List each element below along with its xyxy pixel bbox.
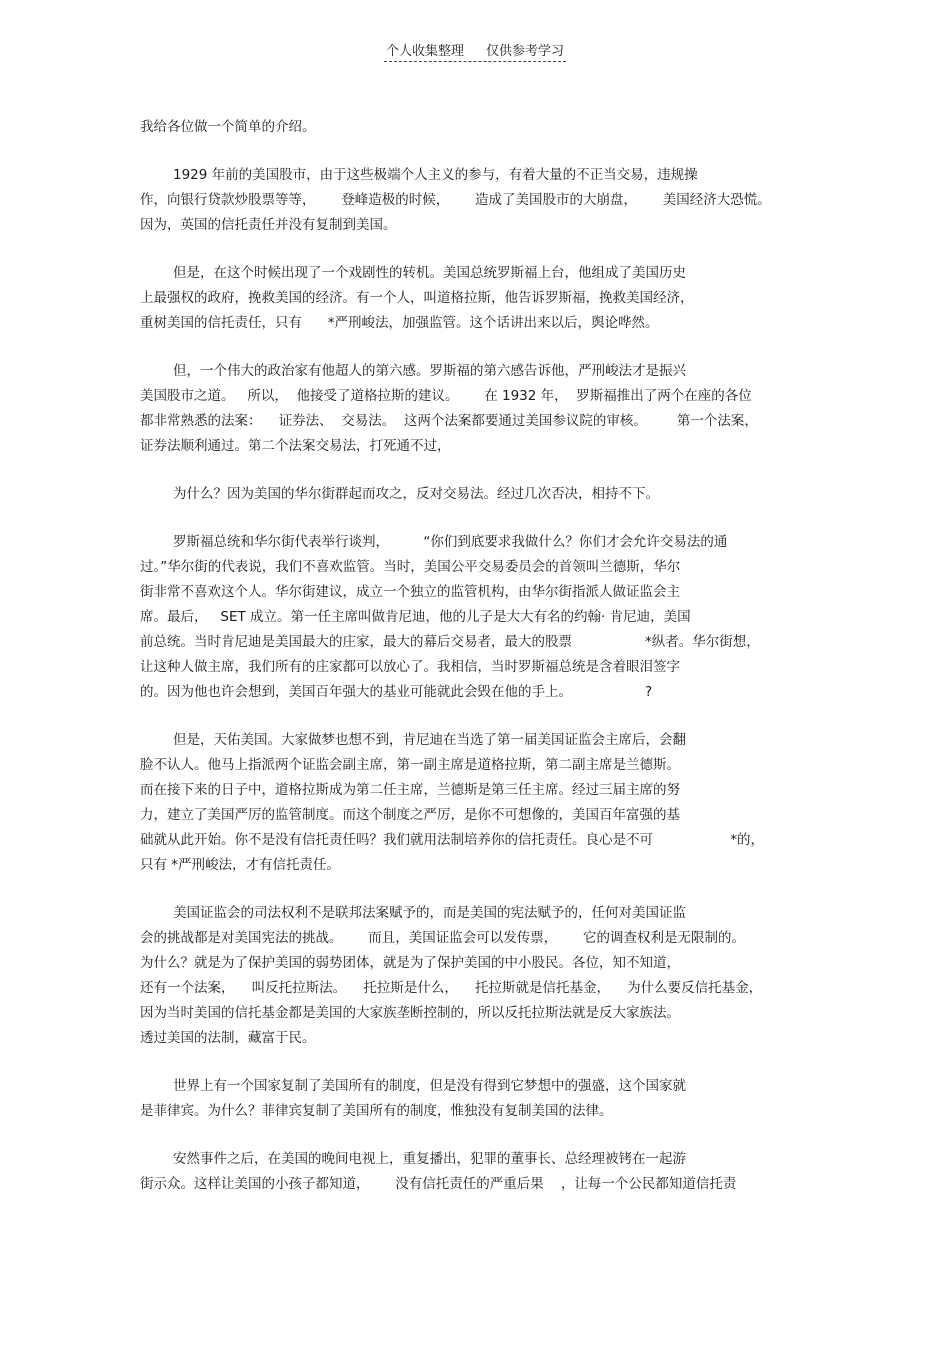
text-line: 过。”华尔街的代表说，我们不喜欢监管。当时，美国公平交易委员会的首领叫兰德斯，华尔 bbox=[140, 559, 681, 575]
text-line: 透过美国的法制，藏富于民。 bbox=[140, 1030, 316, 1046]
text-line: 但，一个伟大的政治家有他超人的第六感。罗斯福的第六感告诉他，严刑峻法才是振兴 bbox=[173, 363, 686, 379]
text-line: 1929 年前的美国股市，由于这些极端个人主义的参与，有着大量的不正当交易，违规操 bbox=[173, 167, 698, 183]
text-line: 世界上有一个国家复制了美国所有的制度，但是没有得到它梦想中的强盛，这个国家就 bbox=[173, 1078, 686, 1094]
text-line: 席。最后， SET 成立。第一任主席叫做肯尼迪，他的儿子是大大有名的约翰· 肯尼迪，美国 bbox=[140, 609, 691, 625]
paragraph-kennedy bbox=[140, 728, 820, 878]
paragraph-roosevelt bbox=[140, 261, 820, 336]
paragraph-enron bbox=[140, 1147, 820, 1197]
text-line: 础就从此开始。你不是没有信托责任吗？我们就用法制培养你的信托责任。良心是不可 *的， bbox=[140, 832, 764, 848]
text-line: 的。因为他也许会想到，美国百年强大的基业可能就此会毁在他的手上。 ? bbox=[140, 684, 653, 700]
text-line: 证券法顺利通过。第二个法案交易法，打死通不过， bbox=[140, 438, 451, 454]
text-line: 会的挑战都是对美国宪法的挑战。 而且，美国证监会可以发传票， 它的调查权利是无限制的。 bbox=[140, 930, 745, 946]
header-right-text: 仅供参考学习 bbox=[486, 44, 565, 59]
text-line: 都非常熟悉的法案： 证券法、 交易法。 这两个法案都要通过美国参议院的审核。 第一个法案， bbox=[140, 413, 758, 429]
text-line: 为什么？就是为了保护美国的弱势团体，就是为了保护美国的中小股民。各位，知不知道， bbox=[140, 955, 680, 971]
header-underline bbox=[384, 40, 566, 62]
text-line: 但是，天佑美国。大家做梦也想不到，肯尼迪在当选了第一届美国证监会主席后，会翻 bbox=[173, 732, 686, 748]
text-line: 而在接下来的日子中，道格拉斯成为第二任主席，兰德斯是第三任主席。经过三届主席的努 bbox=[140, 782, 680, 798]
text-line: 作，向银行贷款炒股票等等， 登峰造极的时候， 造成了美国股市的大崩盘， 美国经济大恐慌。 bbox=[140, 192, 771, 208]
text-line: 美国股市之道。 所以， 他接受了道格拉斯的建议。 在 1932 年， 罗斯福推出了两个在座的各位 bbox=[140, 388, 752, 404]
paragraph-negotiation bbox=[140, 530, 820, 705]
paragraph-sixth-sense bbox=[140, 359, 820, 459]
text-line: 还有一个法案， 叫反托拉斯法。 托拉斯是什么， 托拉斯就是信托基金， 为什么要反信托基金， bbox=[140, 980, 763, 996]
text-line: 脸不认人。他马上指派两个证监会副主席，第一副主席是道格拉斯，第二副主席是兰德斯。 bbox=[140, 757, 680, 773]
paragraph-wall-street bbox=[140, 482, 820, 507]
text-line: 为什么？因为美国的华尔街群起而攻之，反对交易法。经过几次否决，相持不下。 bbox=[173, 486, 659, 502]
text-line: 因为当时美国的信托基金都是美国的大家族垄断控制的，所以反托拉斯法就是反大家族法。 bbox=[140, 1005, 680, 1021]
text-line: 力，建立了美国严厉的监管制度。而这个制度之严厉，是你不可想像的，美国百年富强的基 bbox=[140, 807, 680, 823]
paragraph-1929-crash bbox=[140, 163, 820, 238]
text-line: 让这种人做主席，我们所有的庄家都可以放心了。我相信，当时罗斯福总统是含着眼泪签字 bbox=[140, 659, 680, 675]
text-line: 安然事件之后，在美国的晚间电视上，重复播出，犯罪的董事长、总经理被铐在一起游 bbox=[173, 1151, 686, 1167]
text-line: 街示众。这样让美国的小孩子都知道， 没有信托责任的严重后果 ，让每一个公民都知道信托责 bbox=[140, 1176, 737, 1192]
text-line: 但是，在这个时候出现了一个戏剧性的转机。美国总统罗斯福上台，他组成了美国历史 bbox=[173, 265, 686, 281]
page-header bbox=[0, 40, 950, 62]
text-line: 是菲律宾。为什么？菲律宾复制了美国所有的制度，惟独没有复制美国的法律。 bbox=[140, 1103, 613, 1119]
text-line: 罗斯福总统和华尔街代表举行谈判， “你们到底要求我做什么？你们才会允许交易法的通 bbox=[173, 534, 728, 550]
text-line: 因为，英国的信托责任并没有复制到美国。 bbox=[140, 217, 397, 233]
text-line: 美国证监会的司法权利不是联邦法案赋予的，而是美国的宪法赋予的，任何对美国证监 bbox=[173, 905, 686, 921]
document-body bbox=[140, 115, 820, 1220]
text-line: 前总统。当时肯尼迪是美国最大的庄家，最大的幕后交易者，最大的股票 *纵者。华尔街想， bbox=[140, 634, 760, 650]
paragraph-sec-powers bbox=[140, 901, 820, 1051]
header-left-text: 个人收集整理 bbox=[385, 44, 464, 59]
text-line: 上最强权的政府，挽救美国的经济。有一个人，叫道格拉斯，他告诉罗斯福，挽救美国经济， bbox=[140, 290, 694, 306]
text-line: 只有 *严刑峻法，才有信托责任。 bbox=[140, 857, 341, 873]
paragraph-philippines bbox=[140, 1074, 820, 1124]
paragraph-intro bbox=[140, 115, 820, 140]
text-line: 重树美国的信托责任，只有 *严刑峻法，加强监管。这个话讲出来以后，舆论哗然。 bbox=[140, 315, 659, 331]
text-line: 街非常不喜欢这个人。华尔街建议，成立一个独立的监管机构，由华尔街指派人做证监会主 bbox=[140, 584, 680, 600]
text-line: 我给各位做一个简单的介绍。 bbox=[140, 119, 316, 135]
